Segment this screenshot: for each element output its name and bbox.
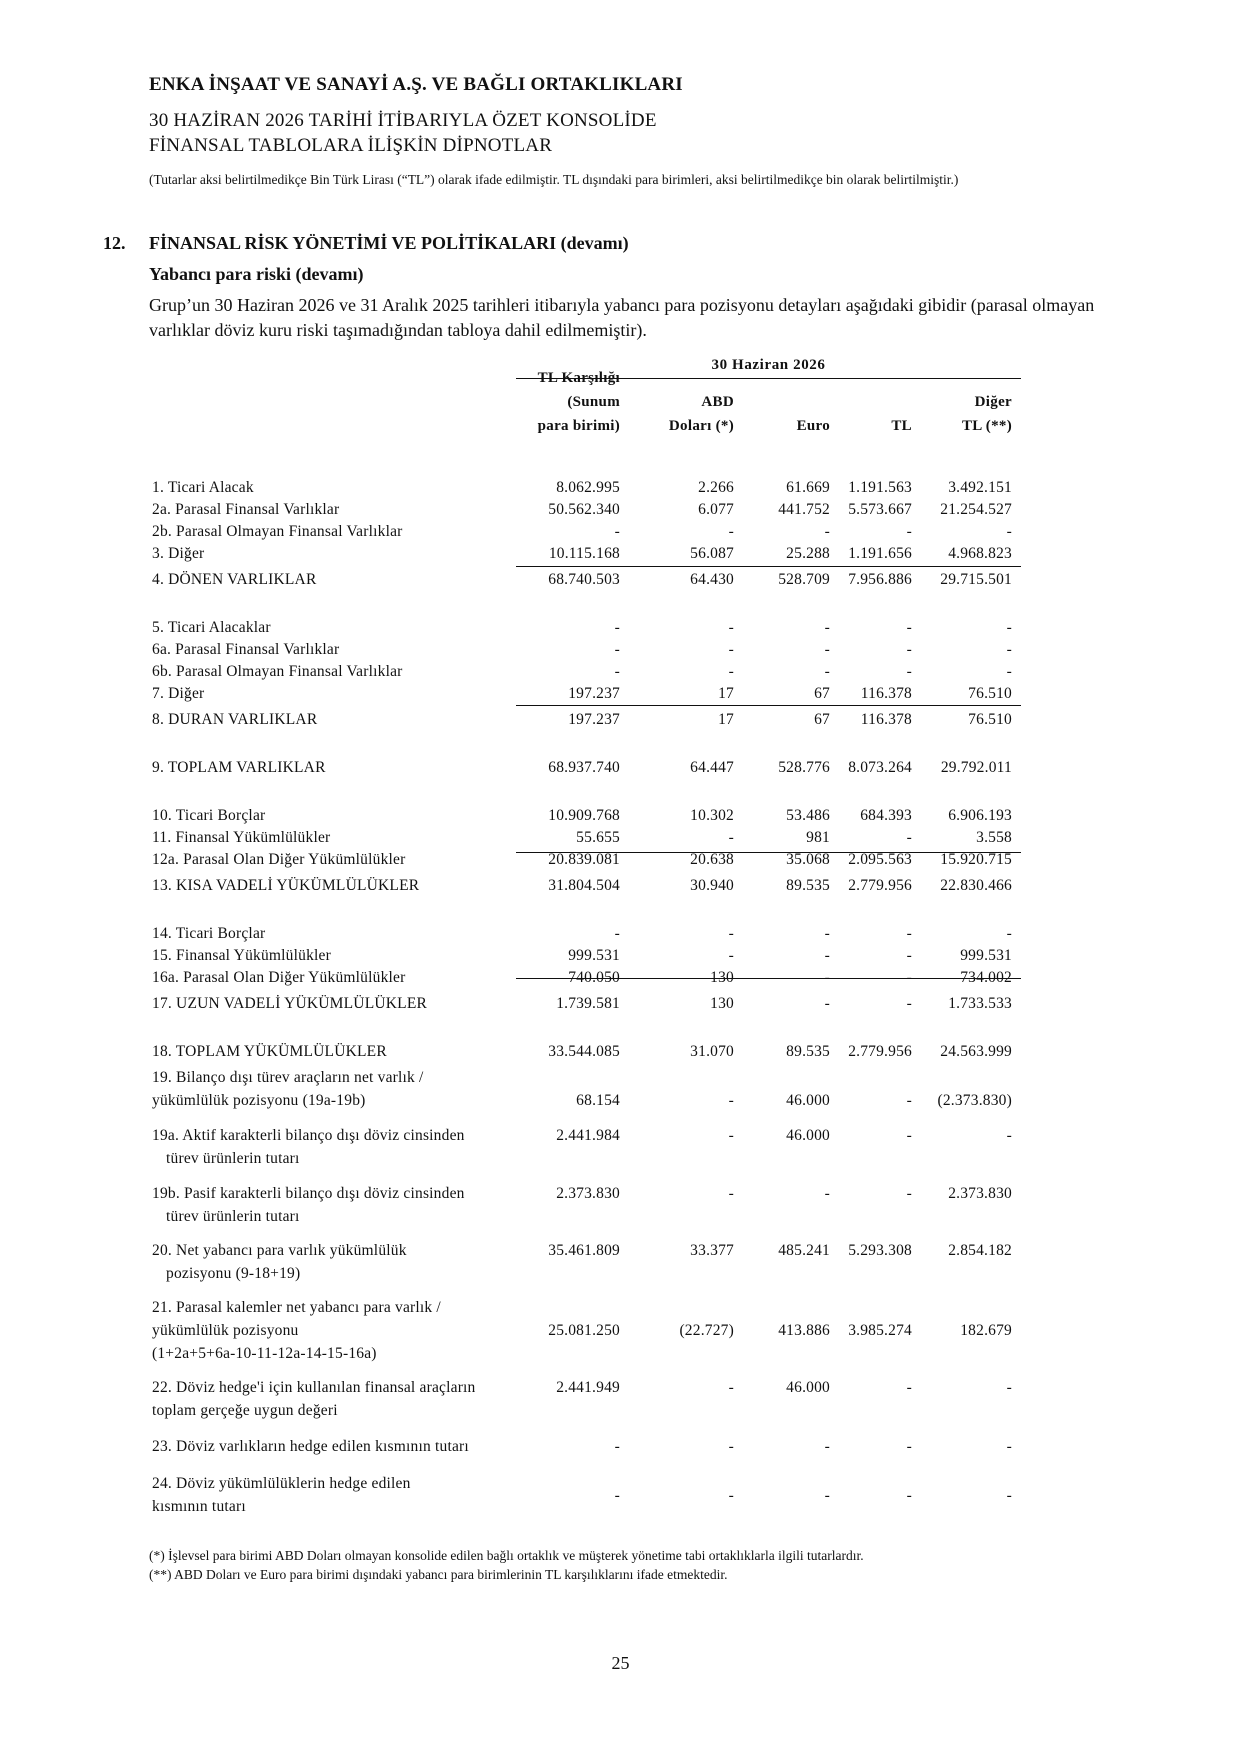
cell-usd: - [728,1438,734,1455]
cell-tl: - [906,829,912,846]
report-title-line2: FİNANSAL TABLOLARA İLİŞKİN DİPNOTLAR [149,135,553,156]
cell-tl: 8.073.264 [848,759,912,776]
cell-tl-equivalent: 25.081.250 [548,1322,620,1339]
row-label: 7. Diğer [152,685,205,702]
cell-tl-equivalent: 31.804.504 [548,877,620,894]
cell-usd: 64.430 [690,571,734,588]
cell-euro: - [824,663,830,680]
cell-tl: 1.191.563 [848,479,912,496]
cell-tl: - [906,1379,912,1396]
cell-usd: - [728,523,734,540]
cell-usd: 56.087 [690,545,734,562]
cell-tl: 7.956.886 [848,571,912,588]
cell-tl-equivalent: 20.839.081 [548,851,620,868]
cell-other: - [1006,1379,1012,1396]
cell-other: 21.254.527 [940,501,1012,518]
cell-tl: 5.573.667 [848,501,912,518]
cell-tl: - [906,925,912,942]
cell-euro: - [824,641,830,658]
row-label: 9. TOPLAM VARLIKLAR [152,759,326,776]
cell-other: 1.733.533 [948,995,1012,1012]
cell-usd: 6.077 [698,501,734,518]
subtotal-rule [516,566,1021,567]
cell-usd: - [728,1127,734,1144]
cell-tl-equivalent: 68.937.740 [548,759,620,776]
cell-usd: - [728,829,734,846]
cell-tl-equivalent: 999.531 [568,947,620,964]
row-label: 4. DÖNEN VARLIKLAR [152,571,317,588]
cell-euro: 528.709 [778,571,830,588]
cell-euro: 89.535 [786,1043,830,1060]
cell-usd: 30.940 [690,877,734,894]
cell-tl-equivalent: - [614,925,620,942]
cell-usd: - [728,663,734,680]
cell-usd: - [728,1486,734,1504]
column-header-tl-equivalent: para birimi) [537,418,620,434]
column-header-tl-equivalent: (Sunum [567,394,620,410]
cell-other: 4.968.823 [948,545,1012,562]
cell-tl-equivalent: 740.050 [568,969,620,986]
row-label: 5. Ticari Alacaklar [152,619,271,636]
cell-euro: - [824,1438,830,1455]
cell-euro: - [824,619,830,636]
cell-usd: - [728,1092,734,1109]
row-label: 6a. Parasal Finansal Varlıklar [152,641,340,658]
cell-tl-equivalent: 50.562.340 [548,501,620,518]
cell-tl-equivalent: 35.461.809 [548,1242,620,1259]
cell-tl: 2.779.956 [848,1043,912,1060]
cell-usd: - [728,947,734,964]
cell-tl-equivalent: 2.373.830 [556,1185,620,1202]
row-label: 22. Döviz hedge'i için kullanılan finansal araçların [152,1379,476,1396]
cell-tl-equivalent: 33.544.085 [548,1043,620,1060]
cell-usd: (22.727) [679,1322,734,1339]
cell-euro: - [824,969,830,986]
cell-usd: 31.070 [690,1043,734,1060]
cell-other: (2.373.830) [937,1092,1012,1109]
row-label: 15. Finansal Yükümlülükler [152,947,331,964]
cell-euro: 485.241 [778,1242,830,1259]
cell-tl-equivalent: 55.655 [576,829,620,846]
row-label: 13. KISA VADELİ YÜKÜMLÜLÜKLER [152,877,420,894]
cell-tl: - [906,523,912,540]
subsection-title: Yabancı para riski (devamı) [149,264,364,284]
cell-tl: 5.293.308 [848,1242,912,1259]
cell-other: 182.679 [960,1322,1012,1339]
subtotal-rule [516,978,1021,979]
row-label: 23. Döviz varlıkların hedge edilen kısmının tutarı [152,1438,469,1455]
row-label: 19a. Aktif karakterli bilanço dışı döviz cinsinden [152,1127,465,1144]
cell-other: - [1006,641,1012,658]
row-label: 8. DURAN VARLIKLAR [152,711,318,728]
row-label: 3. Diğer [152,545,205,562]
cell-tl: 116.378 [860,711,912,728]
cell-usd: 10.302 [690,807,734,824]
cell-usd: 130 [710,969,734,986]
cell-usd: 20.638 [690,851,734,868]
cell-euro: 61.669 [786,479,830,496]
cell-usd: 17 [718,711,734,728]
cell-other: - [1006,663,1012,680]
cell-tl-equivalent: 68.154 [576,1092,620,1109]
cell-other: 6.906.193 [948,807,1012,824]
cell-usd: - [728,1379,734,1396]
row-label: 19b. Pasif karakterli bilanço dışı döviz cinsinden [152,1185,465,1202]
row-label: 20. Net yabancı para varlık yükümlülük [152,1242,407,1259]
cell-other: 76.510 [968,711,1012,728]
cell-other: 999.531 [960,947,1012,964]
cell-tl-equivalent: 2.441.949 [556,1379,620,1396]
cell-euro: 67 [814,711,830,728]
section-title: FİNANSAL RİSK YÖNETİMİ VE POLİTİKALARI (devamı) [149,233,629,253]
cell-euro: 413.886 [778,1322,830,1339]
cell-tl: - [906,641,912,658]
subtotal-rule [516,852,1021,853]
cell-other: 76.510 [968,685,1012,702]
cell-usd: - [728,619,734,636]
cell-tl: 684.393 [860,807,912,824]
row-label: kısmının tutarı [152,1498,246,1515]
cell-usd: 130 [710,995,734,1012]
cell-tl: - [906,995,912,1012]
cell-tl-equivalent: 68.740.503 [548,571,620,588]
company-title: ENKA İNŞAAT VE SANAYİ A.Ş. VE BAĞLI ORTAKLIKLARI [149,74,683,95]
cell-usd: 2.266 [698,479,734,496]
column-header-other: TL (**) [961,418,1012,434]
cell-tl: - [906,1486,912,1504]
row-label: pozisyonu (9-18+19) [166,1265,301,1282]
cell-other: - [1006,1127,1012,1144]
period-header: 30 Haziran 2026 [711,357,826,373]
cell-tl: 1.191.656 [848,545,912,562]
cell-tl-equivalent: 8.062.995 [556,479,620,496]
cell-tl-equivalent: - [614,523,620,540]
row-label: 6b. Parasal Olmayan Finansal Varlıklar [152,663,403,680]
column-header-euro: Euro [796,418,830,434]
column-header-other: Diğer [974,394,1012,410]
cell-euro: 46.000 [786,1127,830,1144]
cell-other: - [1006,1438,1012,1455]
cell-tl: - [906,1127,912,1144]
row-label: 16a. Parasal Olan Diğer Yükümlülükler [152,969,406,986]
row-label: 11. Finansal Yükümlülükler [152,829,331,846]
column-header-usd: ABD [701,394,734,410]
cell-tl: - [906,1092,912,1109]
cell-other: 29.715.501 [940,571,1012,588]
cell-tl-equivalent: 1.739.581 [556,995,620,1012]
cell-other: - [1006,1486,1012,1504]
cell-other: 3.492.151 [948,479,1012,496]
cell-usd: - [728,925,734,942]
cell-tl-equivalent: 2.441.984 [556,1127,620,1144]
row-label: (1+2a+5+6a-10-11-12a-14-15-16a) [152,1345,377,1362]
row-label: 24. Döviz yükümlülüklerin hedge edilen [152,1475,411,1492]
intro-paragraph: Grup’un 30 Haziran 2026 ve 31 Aralık 2025 tarihleri itibarıyla yabancı para pozisyonu detayları aşağıdaki gibidir (parasal olmayan varlıklar döviz kuru riski taşımadığından tabloya dahil edilmemiştir). [149,295,1095,340]
cell-other: 22.830.466 [940,877,1012,894]
cell-tl-equivalent: - [614,663,620,680]
row-label: toplam gerçeğe uygun değeri [152,1402,338,1419]
cell-other: - [1006,619,1012,636]
cell-tl-equivalent: 197.237 [568,711,620,728]
row-label: 21. Parasal kalemler net yabancı para varlık / [152,1299,441,1316]
currency-note: (Tutarlar aksi belirtilmedikçe Bin Türk Lirası (“TL”) olarak ifade edilmiştir. TL dışındaki para birimleri, aksi belirtilmedikçe bin olarak belirtilmiştir.) [149,172,959,187]
row-label: 1. Ticari Alacak [152,479,254,496]
cell-other: 24.563.999 [940,1043,1012,1060]
cell-other: 15.920.715 [940,851,1012,868]
row-label: 19. Bilanço dışı türev araçların net varlık / [152,1069,424,1086]
cell-usd: - [728,1185,734,1202]
cell-tl: - [906,969,912,986]
cell-tl: 2.779.956 [848,877,912,894]
cell-euro: 25.288 [786,545,830,562]
page-number: 25 [611,1653,630,1673]
row-label: 14. Ticari Borçlar [152,925,266,942]
cell-tl: 2.095.563 [848,851,912,868]
cell-euro: - [824,523,830,540]
cell-euro: 46.000 [786,1092,830,1109]
cell-other: 29.792.011 [940,759,1012,776]
row-label: 17. UZUN VADELİ YÜKÜMLÜLÜKLER [152,995,428,1012]
subtotal-rule [516,705,1021,706]
cell-euro: 46.000 [786,1379,830,1396]
cell-euro: - [824,1185,830,1202]
cell-tl-equivalent: 197.237 [568,685,620,702]
cell-euro: - [824,947,830,964]
cell-tl: - [906,1185,912,1202]
cell-tl: - [906,619,912,636]
cell-tl: - [906,1438,912,1455]
cell-euro: 528.776 [778,759,830,776]
row-label: 12a. Parasal Olan Diğer Yükümlülükler [152,851,406,868]
cell-euro: 89.535 [786,877,830,894]
cell-usd: 64.447 [690,759,734,776]
cell-other: 3.558 [976,829,1012,846]
row-label: 18. TOPLAM YÜKÜMLÜLÜKLER [152,1043,387,1060]
cell-tl: 3.985.274 [848,1322,912,1339]
row-label: 2a. Parasal Finansal Varlıklar [152,501,340,518]
cell-tl-equivalent: - [614,1486,620,1504]
cell-tl-equivalent: - [614,1438,620,1455]
cell-euro: 53.486 [786,807,830,824]
cell-tl-equivalent: - [614,641,620,658]
row-label: türev ürünlerin tutarı [166,1208,300,1225]
row-label: yükümlülük pozisyonu (19a-19b) [152,1092,366,1109]
cell-usd: 17 [718,685,734,702]
cell-euro: - [824,1486,830,1504]
row-label: türev ürünlerin tutarı [166,1150,300,1167]
row-label: 10. Ticari Borçlar [152,807,266,824]
cell-tl-equivalent: 10.909.768 [548,807,620,824]
cell-other: - [1006,925,1012,942]
cell-usd: 33.377 [690,1242,734,1259]
cell-usd: - [728,641,734,658]
cell-other: 734.002 [960,969,1012,986]
report-title-line1: 30 HAZİRAN 2026 TARİHİ İTİBARIYLA ÖZET KONSOLİDE [149,110,657,131]
section-number: 12. [103,233,126,253]
footnote-2: (**) ABD Doları ve Euro para birimi dışındaki yabancı para birimlerinin TL karşılıklarını ifade etmektedir. [149,1567,728,1582]
cell-euro: - [824,925,830,942]
cell-tl: 116.378 [860,685,912,702]
cell-other: - [1006,523,1012,540]
column-header-tl-equivalent: TL Karşılığı [537,370,620,386]
footnote-1: (*) İşlevsel para birimi ABD Doları olmayan konsolide edilen bağlı ortaklık ve müşterek yönetime tabi ortaklıklarla ilgili tutarlardır. [149,1548,864,1563]
cell-tl: - [906,663,912,680]
cell-euro: 441.752 [778,501,830,518]
cell-euro: 67 [814,685,830,702]
cell-other: 2.373.830 [948,1185,1012,1202]
cell-euro: - [824,995,830,1012]
row-label: 2b. Parasal Olmayan Finansal Varlıklar [152,523,403,540]
cell-tl-equivalent: 10.115.168 [548,545,620,562]
cell-tl-equivalent: - [614,619,620,636]
cell-tl: - [906,947,912,964]
column-header-tl: TL [891,418,912,434]
cell-euro: 35.068 [786,851,830,868]
row-label: yükümlülük pozisyonu [152,1322,299,1339]
cell-other: 2.854.182 [948,1242,1012,1259]
column-header-usd: Doları (*) [668,418,734,434]
cell-euro: 981 [806,829,830,846]
